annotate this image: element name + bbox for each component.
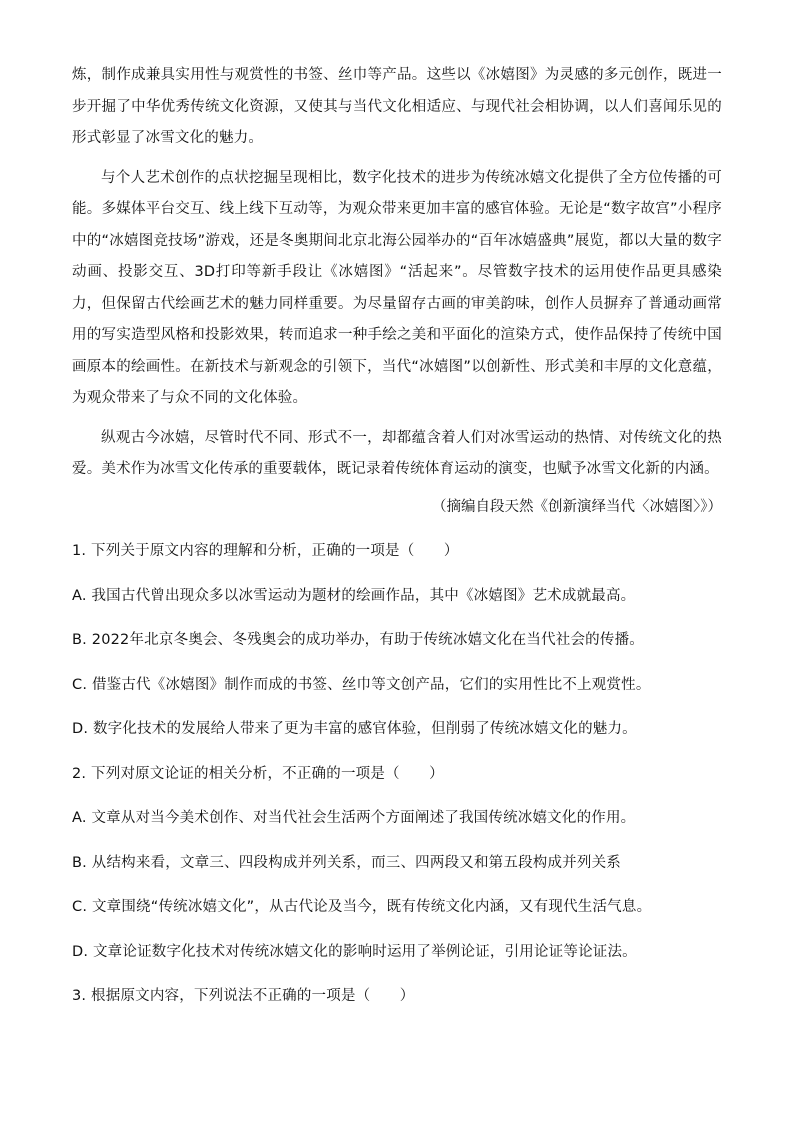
article-paragraph-3: 纵观古今冰嬉，尽管时代不同、形式不一，却都蕴含着人们对冰雪运动的热情、对传统文化的热爱。美术作为冰雪文化传承的重要载体，既记录着传统体育运动的演变，也赋予冰雪文化新的内涵。 [72,429,722,477]
question-1-stem: 1. 下列关于原文内容的理解和分析，正确的一项是（ ） [72,543,459,559]
question-1-option-c: C. 借鉴古代《冰嬉图》制作而成的书签、丝巾等文创产品，它们的实用性比不上观赏性。 [72,676,651,693]
question-1-option-b: B. 2022年北京冬奥会、冬残奥会的成功举办，有助于传统冰嬉文化在当代社会的传播。 [72,632,644,648]
question-1-option-d: D. 数字化技术的发展给人带来了更为丰富的感官体验，但削弱了传统冰嬉文化的魅力。 [72,721,637,737]
question-2-stem: 2. 下列对原文论证的相关分析，不正确的一项是（ ） [72,765,444,782]
question-2-option-d: D. 文章论证数字化技术对传统冰嬉文化的影响时运用了举例论证，引用论证等论证法。 [72,943,637,960]
question-2-option-c: C. 文章围绕“传统冰嬉文化”，从古代论及当今，既有传统文化内涵，又有现代生活气息。 [72,899,652,915]
question-1-option-a: A. 我国古代曾出现众多以冰雪运动为题材的绘画作品，其中《冰嬉图》艺术成就最高。 [72,587,636,604]
question-2-option-b: B. 从结构来看，文章三、四段构成并列关系，而三、四两段又和第五段构成并列关系 [72,854,621,871]
article-paragraph-2: 与个人艺术创作的点状挖掘呈现相比，数字化技术的进步为传统冰嬉文化提供了全方位传播的可能。多媒体平台交互、线上线下互动等，为观众带来更加丰富的感官体验。无论是“数字故宫”小程序中的“冰嬉图竞技场”游戏，还是冬奥期间北京北海公园举办的“百年冰嬉盛典”展览，都以大量的数字动画、投影交互、3D打印等新手段让《冰嬉图》“活起来”。尽管数字技术的运用使作品更具感染力，但保留古代绘画艺术的魅力同样重要。为尽量留存古画的审美韵味，创作人员摒弃了普通动画常用的写实造型风格和投影效果，转而追求一种手绘之美和平面化的渲染方式，使作品保持了传统中国画原本的绘画性。在新技术与新观念的引领下，当代“冰嬉图”以创新性、形式美和丰厚的文化意蕴，为观众带来了与众不同的文化体验。 [72,169,722,406]
exam-page [72,60,722,1026]
question-2-option-a: A. 文章从对当今美术创作、对当代社会生活两个方面阐述了我国传统冰嬉文化的作用。 [72,810,636,826]
article-source: （摘编自段天然《创新演绎当代〈冰嬉图〉》） [432,498,722,515]
question-3-stem: 3. 根据原文内容，下列说法不正确的一项是（ ） [72,988,415,1004]
article-paragraph-1: 炼，制作成兼具实用性与观赏性的书签、丝巾等产品。这些以《冰嬉图》为灵感的多元创作，既进一步开掘了中华优秀传统文化资源，又使其与当代文化相适应、与现代社会相协调，以人们喜闻乐见的形式彰显了冰雪文化的魅力。 [72,67,722,146]
